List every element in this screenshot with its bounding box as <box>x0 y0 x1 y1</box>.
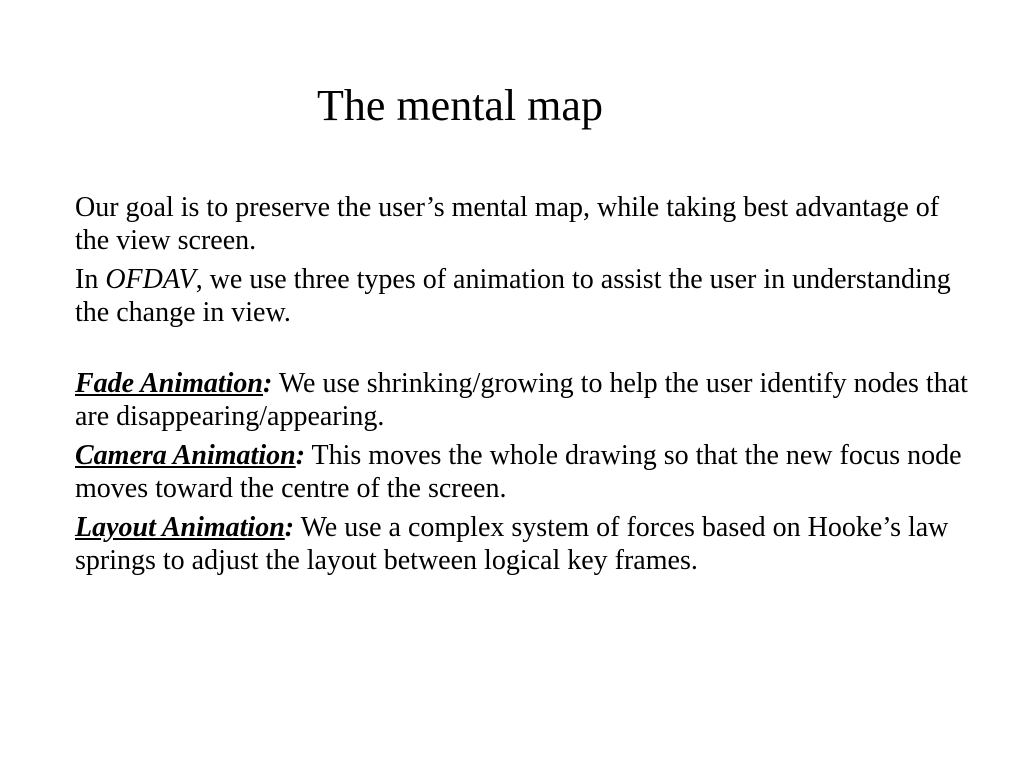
camera-animation-description: This moves the whole drawing so that the new focus node moves toward the centre of the screen. <box>75 440 962 504</box>
layout-animation-colon: : <box>284 512 295 543</box>
fade-animation-description: We use shrinking/growing to help the user identify nodes that are disappearing/appearing. <box>75 368 968 432</box>
layout-animation-term: Layout Animation <box>75 512 285 543</box>
ofdav-prefix: In <box>75 264 106 295</box>
layout-animation-description: We use a complex system of forces based on Hooke’s law springs to adjust the layout between logical key frames. <box>75 512 949 576</box>
camera-animation-term: Camera Animation <box>75 440 296 471</box>
slide-body <box>75 191 975 583</box>
ofdav-paragraph <box>75 263 975 329</box>
paragraph-spacer <box>75 335 975 367</box>
fade-animation-colon: : <box>263 368 273 399</box>
layout-animation-paragraph <box>75 511 975 577</box>
ofdav-rest: , we use three types of animation to assist the user in understanding the change in view. <box>75 264 951 328</box>
fade-animation-paragraph <box>75 367 975 433</box>
goal-paragraph: Our goal is to preserve the user’s mental map, while taking best advantage of the view screen. <box>75 192 940 256</box>
ofdav-name: OFDAV <box>105 264 196 295</box>
slide-title: The mental map <box>317 81 603 130</box>
fade-animation-term: Fade Animation <box>75 368 264 399</box>
camera-animation-colon: : <box>295 440 306 471</box>
camera-animation-paragraph <box>75 439 975 505</box>
